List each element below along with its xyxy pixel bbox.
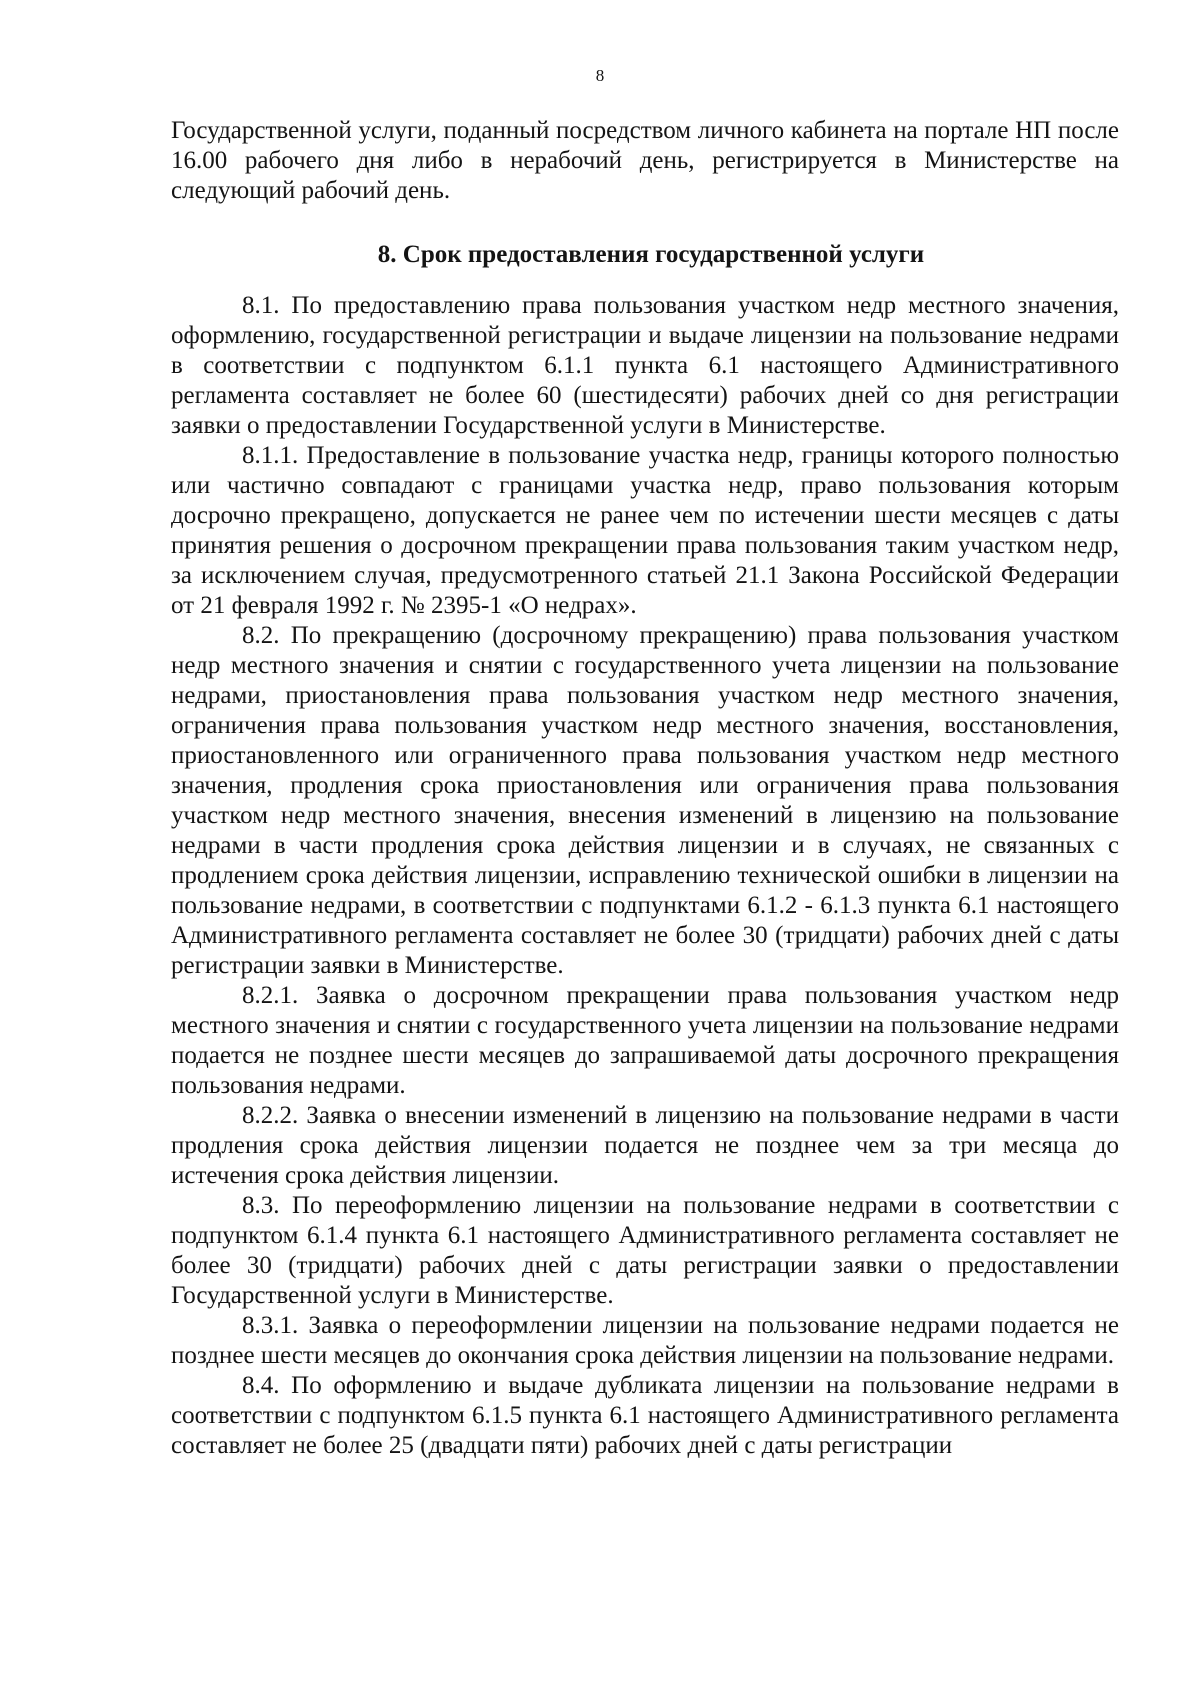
document-body bbox=[171, 116, 1119, 1461]
paragraph-8-3: 8.3. По переоформлению лицензии на пользование недрами в соответствии с подпунктом 6.1.4 пункта 6.1 настоящего Административного регламента составляет не более 30 (тридцати) рабочих дней с даты регистрации заявки о предоставлении Государственной услуги в Министерстве. bbox=[171, 1192, 1119, 1309]
paragraph-8-2-2: 8.2.2. Заявка о внесении изменений в лицензию на пользование недрами в части продления срока действия лицензии подается не позднее чем за три месяца до истечения срока действия лицензии. bbox=[171, 1102, 1119, 1189]
paragraph-8-4: 8.4. По оформлению и выдаче дубликата лицензии на пользование недрами в соответствии с подпунктом 6.1.5 пункта 6.1 настоящего Административного регламента составляет не более 25 (двадцати пяти) рабочих дней с даты регистрации bbox=[171, 1372, 1119, 1459]
paragraph-8-1: 8.1. По предоставлению права пользования участком недр местного значения, оформлению, государственной регистрации и выдаче лицензии на пользование недрами в соответствии с подпунктом 6.1.1 пункта 6.1 настоящего Административного регламента составляет не более 60 (шестидесяти) рабочих дней со дня регистрации заявки о предоставлении Государственной услуги в Министерстве. bbox=[171, 292, 1119, 439]
paragraph-8-2: 8.2. По прекращению (досрочному прекращению) права пользования участком недр местного значения и снятии с государственного учета лицензии на пользование недрами, приостановления права пользования участком недр местного значения, ограничения права пользования участком недр местного значения, восстановления, приостановленного или ограниченного права пользования участком недр местного значения, продления срока приостановления или ограничения права пользования участком недр местного значения, внесения изменений в лицензию на пользование недрами в части продления срока действия лицензии и в случаях, не связанных с продлением срока действия лицензии, исправлению технической ошибки в лицензии на пользование недрами, в соответствии с подпунктами 6.1.2 - 6.1.3 пункта 6.1 настоящего Административного регламента составляет не более 30 (тридцати) рабочих дней с даты регистрации заявки в Министерстве. bbox=[171, 622, 1119, 979]
page-number: 8 bbox=[595, 66, 605, 85]
section-heading: 8. Срок предоставления государственной услуги bbox=[377, 241, 925, 268]
paragraph-8-3-1: 8.3.1. Заявка о переоформлении лицензии на пользование недрами подается не позднее шести месяцев до окончания срока действия лицензии на пользование недрами. bbox=[171, 1312, 1119, 1369]
paragraph-8-1-1: 8.1.1. Предоставление в пользование участка недр, границы которого полностью или частично совпадают с границами участка недр, право пользования которым досрочно прекращено, допускается не ранее чем по истечении шести месяцев с даты принятия решения о досрочном прекращении права пользования таким участком недр, за исключением случая, предусмотренного статьей 21.1 Закона Российской Федерации от 21 февраля 1992 г. № 2395-1 «О недрах». bbox=[171, 442, 1119, 619]
intro-paragraph: Государственной услуги, поданный посредством личного кабинета на портале НП после 16.00 рабочего дня либо в нерабочий день, регистрируется в Министерстве на следующий рабочий день. bbox=[171, 117, 1119, 204]
paragraph-8-2-1: 8.2.1. Заявка о досрочном прекращении права пользования участком недр местного значения и снятии с государственного учета лицензии на пользование недрами подается не позднее шести месяцев до запрашиваемой даты досрочного прекращения пользования недрами. bbox=[171, 982, 1119, 1099]
